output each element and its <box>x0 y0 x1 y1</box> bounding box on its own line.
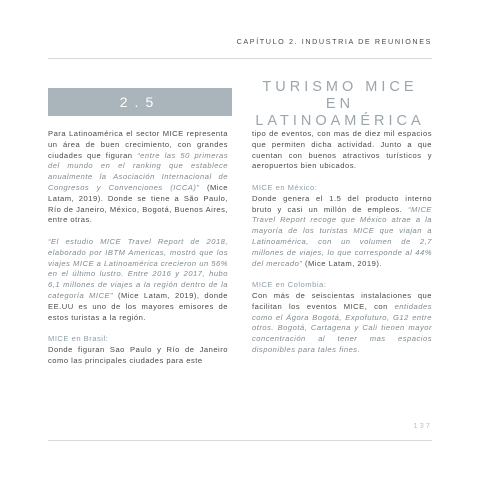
section-number-box <box>48 88 232 116</box>
colombia-heading: MICE en Colombia: <box>252 280 327 290</box>
study-text: (Mice Latam, 2019), donde EE.UU es uno de los mayores emisores de estos turistas a la región. <box>48 290 228 322</box>
intro-citation: (Mice Latam, 2019). Donde se tiene a São Paulo, Río de Janeiro, México, Bogotá, Buenos Aires, entre otras. <box>48 182 228 225</box>
section-title-line-1: TURISMO MICE EN <box>262 79 418 112</box>
mexico-text: Donde genera el 1.5 del producto interno bruto y casi un millón de empleos. <box>252 193 432 214</box>
brasil-heading: MICE en Brasil: <box>48 334 109 344</box>
intro-text: Para Latinoamérica el sector MICE representa un área de buen crecimiento, con grandes ciudades que figuran <box>48 129 228 160</box>
brasil-continued-text: tipo de eventos, con mas de diez mil espacios que permiten dicha actividad. Junto a que cuentan con buenos atractivos turísticos y aeropuertos bien ubicados. <box>252 129 432 171</box>
right-column <box>252 129 432 356</box>
paragraph-study <box>48 237 228 323</box>
chapter-header: CAPÍTULO 2. INDUSTRIA DE REUNIONES <box>236 37 432 46</box>
paragraph-mexico <box>252 194 432 270</box>
paragraph-intro <box>48 129 228 226</box>
left-column <box>48 129 228 367</box>
intro-quote: “entre las 50 primeras del mundo en el ranking que establece anualmente la Asociación Internacional de Congresos y Convenciones (ICCA)” <box>48 150 228 192</box>
section-title <box>247 79 433 130</box>
header-divider <box>48 58 432 59</box>
mexico-quote: “MICE Travel Report recoge que México atrae a la mayoría de los turistas MICE que viajan a Latinoamérica, con un volumen de 2,7 millones de viajes, lo que corresponde al 44% del mercado” <box>252 204 432 268</box>
colombia-text: Con más de seiscientas instalaciones que facilitan los eventos MICE, con <box>252 290 432 311</box>
mexico-citation: (Mice Latam, 2019). <box>302 258 382 268</box>
colombia-italic-text: entidades como el Ágora Bogotá, Expofuturo, G12 entre otros. Bogotá, Cartagena y Cali tienen mayor concentración al tener mas espacios disponibles para tales fines. <box>252 301 432 354</box>
page-number: 137 <box>413 421 432 430</box>
section-title-line-2: LATINOAMÉRICA <box>255 113 425 129</box>
brasil-text: Donde figuran Sao Paulo y Río de Janeiro como las principales ciudades para este <box>48 344 228 365</box>
paragraph-colombia <box>252 291 432 356</box>
mexico-heading: MICE en México: <box>252 182 318 192</box>
footer-divider <box>48 440 432 441</box>
study-quote: “El estudio MICE Travel Report de 2018, elaborado por IBTM Americas, mostró que los viajes MICE a Latinoamérica crecieron un 56% en el último lustro. Entre 2016 y 2017, hubo 6,1 millones de viajes a la región dentro de la categoría MICE” <box>48 236 228 300</box>
section-number: 2.5 <box>119 94 161 110</box>
